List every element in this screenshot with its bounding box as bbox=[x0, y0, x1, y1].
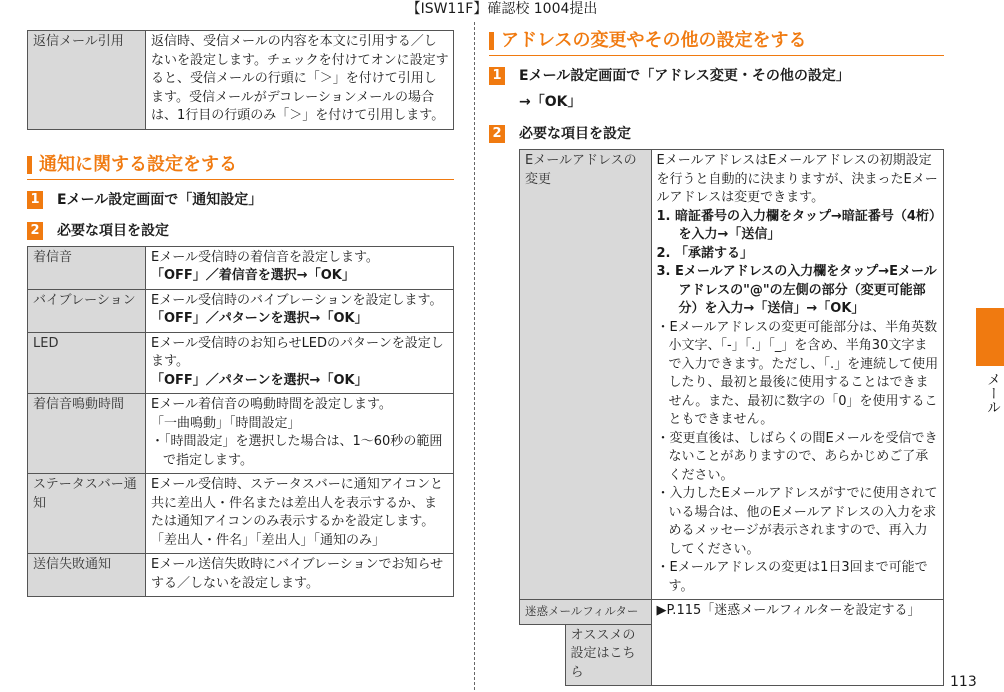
step-text: Eメール設定画面で「通知設定」 bbox=[57, 191, 263, 208]
note-bullet: ・入力したEメールアドレスがすでに使用されている場合は、他のEメールアドレスの入力を求めるメッセージが表示されますので、再入力してください。 bbox=[656, 486, 938, 557]
table-row bbox=[28, 289, 454, 332]
step-number: 2 bbox=[27, 222, 43, 240]
column-divider bbox=[474, 22, 475, 690]
address-settings-table bbox=[519, 149, 944, 686]
note-text: 変更直後は、しばらくの間Eメールを受信できないことがありますので、あらかじめご了承ください。 bbox=[668, 430, 938, 483]
note-text: Eメールアドレスの変更は1日3回まで可能です。 bbox=[668, 560, 928, 594]
section-heading-notification bbox=[27, 154, 454, 176]
section-rule bbox=[489, 55, 944, 56]
note-bullet: ・「時間設定」を選択した場合は、1～60秒の範囲で指定します。 bbox=[151, 434, 443, 468]
setting-desc bbox=[146, 246, 454, 289]
options-text: 「一曲鳴動」「時間設定」 bbox=[151, 415, 301, 431]
setting-desc bbox=[146, 394, 454, 474]
options-text: 「差出人・件名」「差出人」「通知のみ」 bbox=[151, 532, 386, 548]
setting-desc: Eメール送信失敗時にバイブレーションでお知らせする／しないを設定します。 bbox=[146, 554, 454, 597]
table-row bbox=[28, 554, 454, 597]
section-title: アドレスの変更やその他の設定をする bbox=[501, 30, 807, 51]
setting-key: Eメールアドレスの変更 bbox=[520, 150, 652, 600]
table-row bbox=[520, 150, 944, 600]
indent-cell bbox=[520, 624, 566, 686]
operation-text: 「OFF」／着信音を選択→「OK」 bbox=[151, 268, 355, 283]
desc-text: Eメール受信時、ステータスバーに通知アイコンと共に差出人・件名または差出人を表示するか、または通知アイコンのみ表示するかを設定します。 bbox=[151, 477, 444, 529]
reply-quote-table bbox=[27, 30, 454, 130]
step-2 bbox=[489, 124, 944, 144]
setting-key: 迷惑メールフィルター bbox=[520, 600, 652, 625]
step-text: 必要な項目を設定 bbox=[57, 222, 169, 239]
operation-text: 「OFF」／パターンを選択→「OK」 bbox=[151, 311, 368, 326]
setting-key: 着信音 bbox=[28, 246, 146, 289]
desc-text: Eメール受信時の着信音を設定します。 bbox=[151, 249, 379, 265]
section-title: 通知に関する設定をする bbox=[39, 153, 237, 175]
step-number: 2 bbox=[489, 125, 505, 143]
notification-settings-table bbox=[27, 246, 454, 598]
setting-key: LED bbox=[28, 332, 146, 394]
note-bullet: ・Eメールアドレスの変更は1日3回まで可能です。 bbox=[656, 560, 928, 594]
setting-desc: 返信時、受信メールの内容を本文に引用する／しないを設定します。チェックを付けてオンに設定すると、受信メールの行頭に「＞」を付けて引用します。受信メールがデコレーションメールの場合は、1行目の行頭のみ「＞」を付けて引用します。 bbox=[146, 31, 454, 130]
numbered-step: 2. 「承諾する」 bbox=[656, 245, 754, 261]
table-row bbox=[28, 246, 454, 289]
setting-desc: ▶P.115「迷惑メールフィルターを設定する」 bbox=[651, 600, 944, 686]
step-text: Eメール設定画面で「アドレス変更・その他の設定」 bbox=[519, 68, 850, 84]
page-header: 【ISW11F】確認校 1004提出 bbox=[406, 1, 598, 17]
step-number: 1 bbox=[27, 191, 43, 209]
page-number: 113 bbox=[950, 674, 977, 690]
setting-key: ステータスバー通知 bbox=[28, 474, 146, 554]
setting-desc bbox=[146, 474, 454, 554]
operation-text: 「OFF」／パターンを選択→「OK」 bbox=[151, 372, 368, 388]
table-row bbox=[28, 31, 454, 130]
table-row bbox=[520, 600, 944, 625]
chapter-tab bbox=[976, 308, 1004, 366]
section-heading-address bbox=[489, 30, 944, 52]
note-text: 入力したEメールアドレスがすでに使用されている場合は、他のEメールアドレスの入力を求めるメッセージが表示されますので、再入力してください。 bbox=[668, 486, 938, 557]
setting-subkey: オススメの設定はこちら bbox=[565, 624, 651, 686]
note-text: 「時間設定」を選択した場合は、1～60秒の範囲で指定します。 bbox=[163, 434, 443, 468]
step-1 bbox=[489, 66, 944, 112]
step-text-cont: →「OK」 bbox=[519, 94, 582, 110]
right-column bbox=[489, 30, 944, 686]
setting-desc bbox=[651, 150, 944, 600]
setting-desc bbox=[146, 289, 454, 332]
step-text: 必要な項目を設定 bbox=[519, 126, 631, 142]
step-number: 1 bbox=[489, 67, 505, 85]
setting-desc bbox=[146, 332, 454, 394]
desc-text: EメールアドレスはEメールアドレスの初期設定を行うと自動的に決まりますが、決まったEメールアドレスは変更できます。 bbox=[656, 153, 938, 205]
table-row bbox=[28, 332, 454, 394]
setting-key: 送信失敗通知 bbox=[28, 554, 146, 597]
numbered-step: 3. Eメールアドレスの入力欄をタップ→Eメールアドレスの"@"の左側の部分（変更可能部分）を入力→「送信」→「OK」 bbox=[656, 264, 937, 316]
left-column bbox=[27, 30, 454, 597]
numbered-step: 1. 暗証番号の入力欄をタップ→暗証番号（4桁）を入力→「送信」 bbox=[656, 208, 936, 242]
desc-text: Eメール受信時のお知らせLEDのパターンを設定します。 bbox=[151, 335, 444, 369]
table-row bbox=[28, 474, 454, 554]
setting-key: バイブレーション bbox=[28, 289, 146, 332]
chapter-tab-label: メール bbox=[985, 372, 1001, 414]
section-bar bbox=[27, 156, 32, 174]
note-bullet: ・Eメールアドレスの変更可能部分は、半角英数小文字、「-」「.」「_」を含め、半角30文字まで入力できます。ただし、「.」を連続して使用したり、最初と最後に使用することはできません。また、最初に数字の「0」を使用することもできません。 bbox=[656, 319, 939, 427]
setting-key: 着信音鳴動時間 bbox=[28, 394, 146, 474]
section-rule bbox=[27, 179, 454, 180]
note-text: Eメールアドレスの変更可能部分は、半角英数小文字、「-」「.」「_」を含め、半角30文字まで入力できます。ただし、「.」を連続して使用したり、最初と最後に使用することはできません。また、最初に数字の「0」を使用することもできません。 bbox=[668, 319, 939, 427]
desc-text: Eメール着信音の鳴動時間を設定します。 bbox=[151, 397, 392, 412]
note-bullet: ・変更直後は、しばらくの間Eメールを受信できないことがありますので、あらかじめご了承ください。 bbox=[656, 430, 938, 483]
setting-key: 返信メール引用 bbox=[28, 31, 146, 130]
table-row bbox=[28, 394, 454, 474]
section-bar bbox=[489, 32, 494, 50]
step-1 bbox=[27, 190, 454, 210]
desc-text: Eメール受信時のバイブレーションを設定します。 bbox=[151, 292, 443, 308]
step-2 bbox=[27, 221, 454, 241]
